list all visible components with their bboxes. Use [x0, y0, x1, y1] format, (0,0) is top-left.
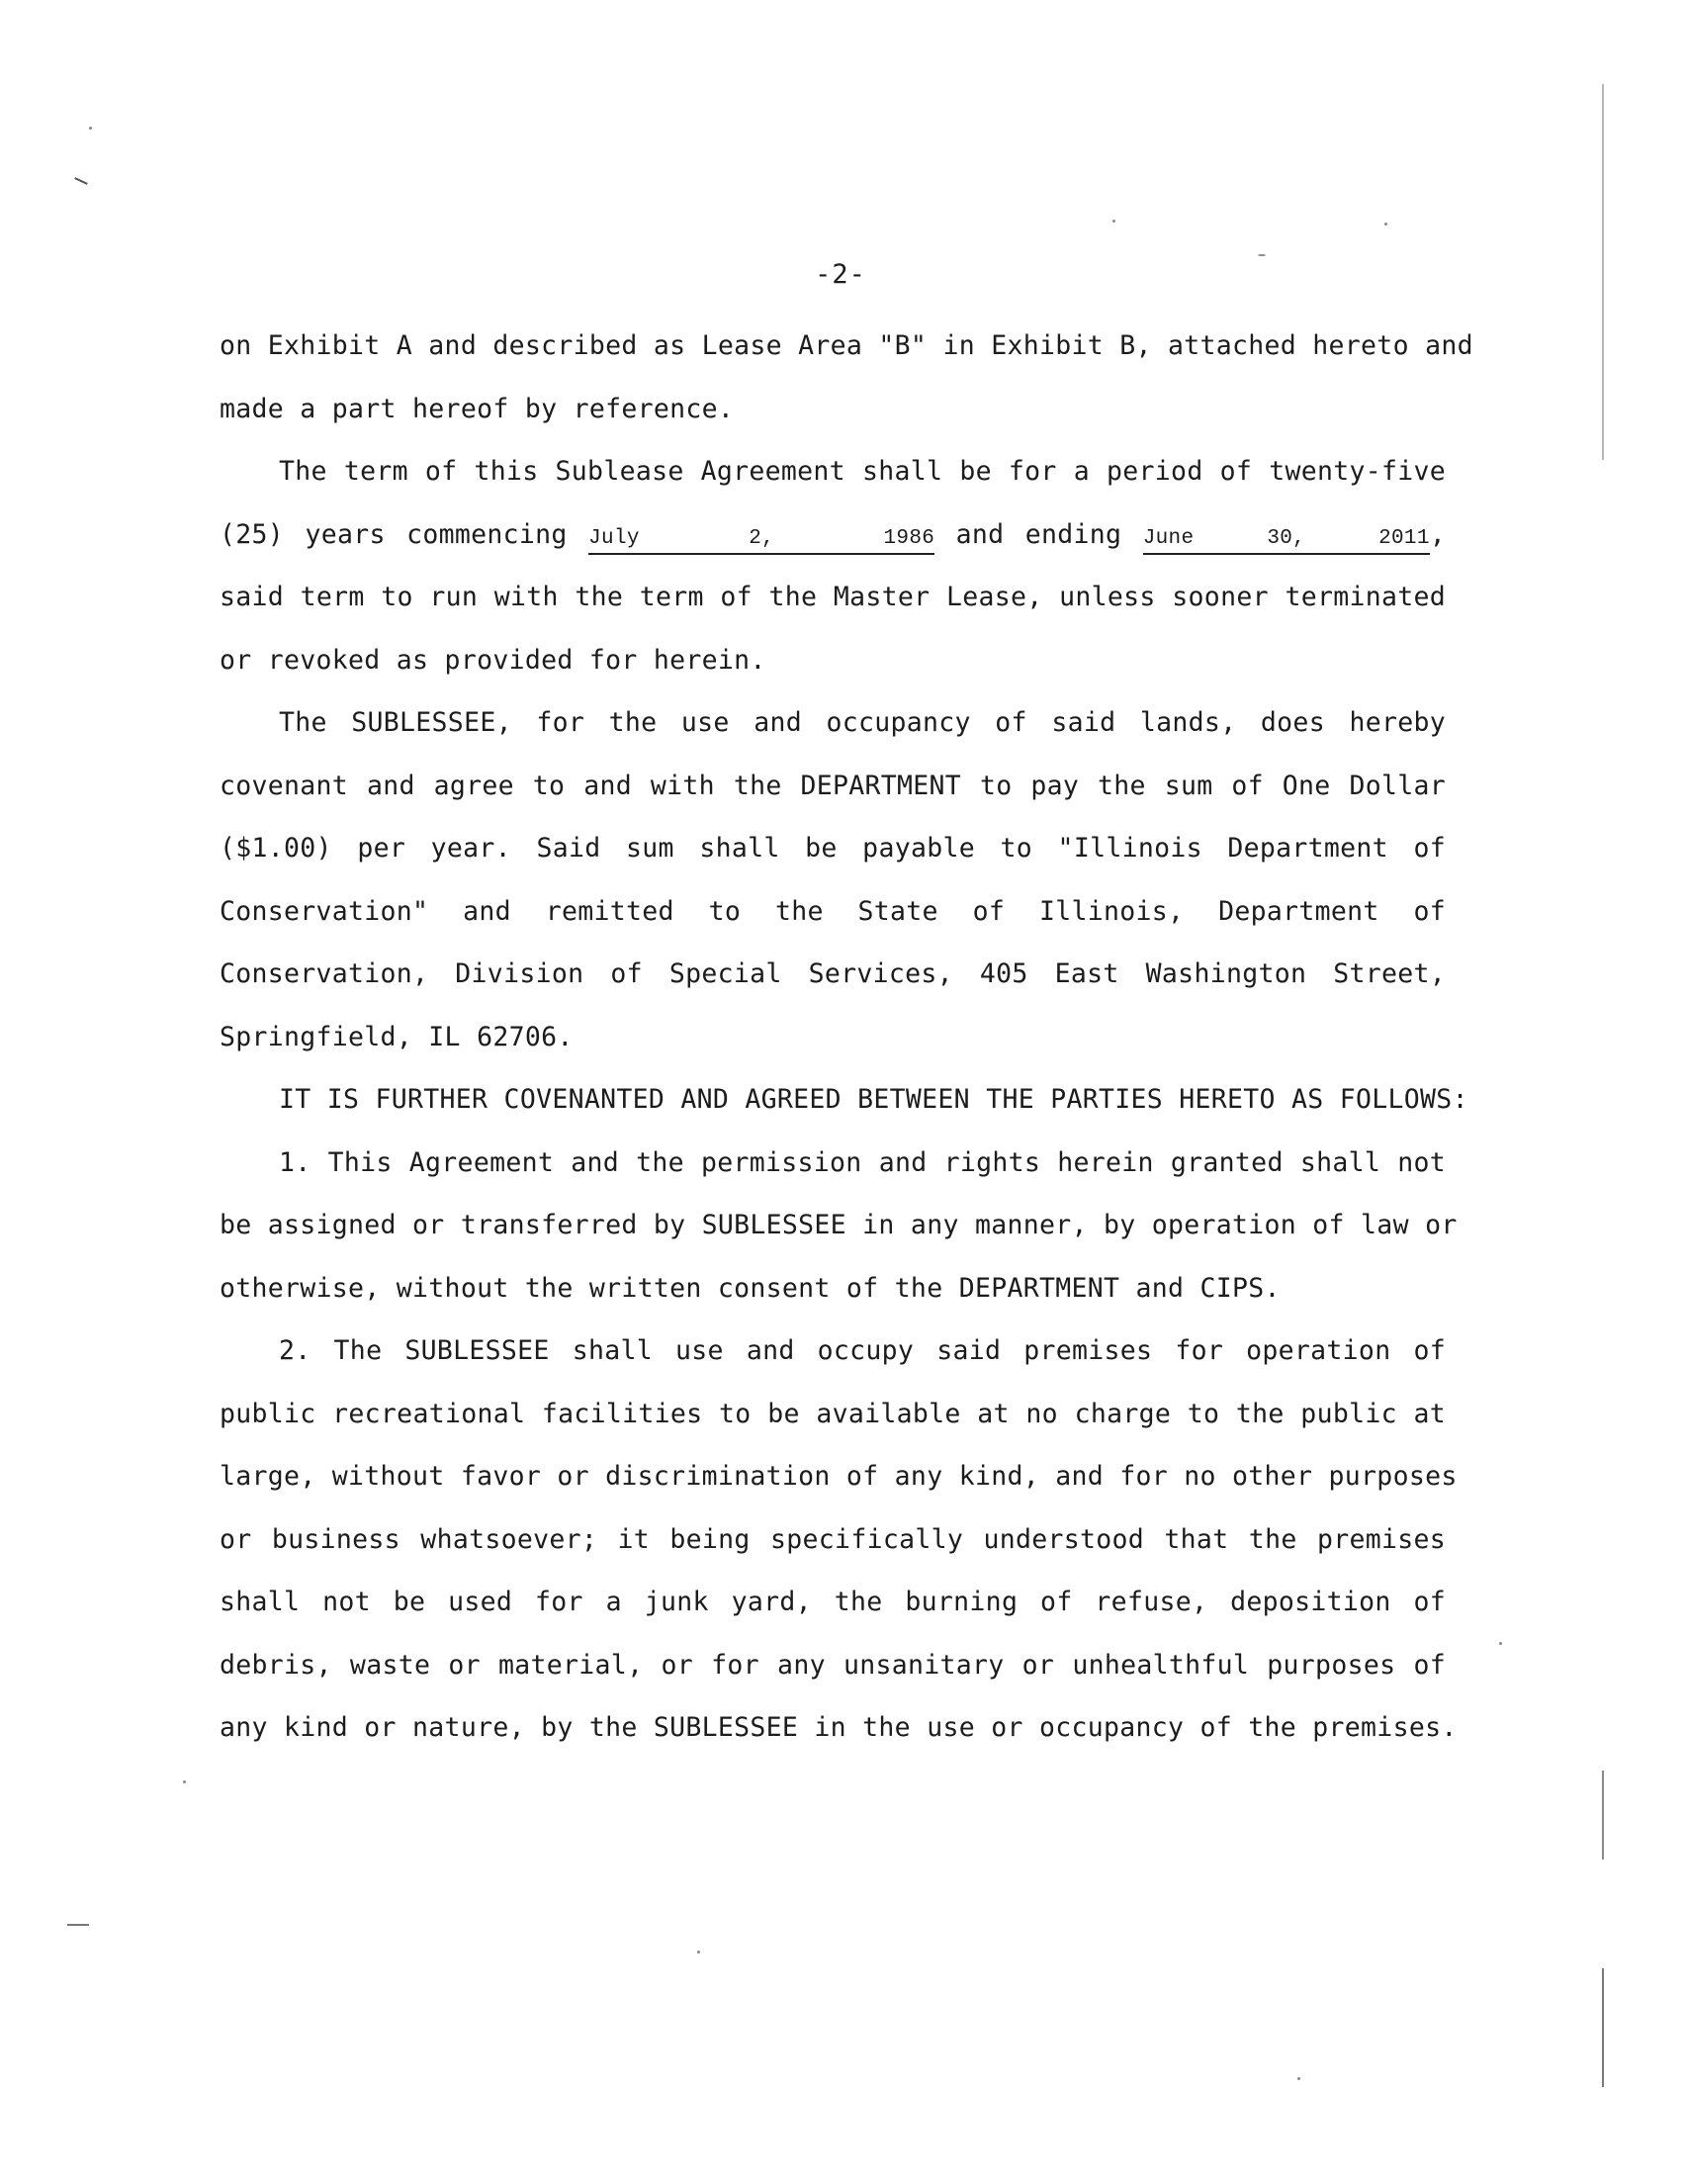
paragraph-covenant-heading — [220, 1068, 1468, 1132]
text-line: The SUBLESSEE, for the use and occupancy of said lands, does hereby — [279, 707, 1446, 738]
scan-speck — [697, 1951, 700, 1954]
scan-edge-mark — [1602, 1968, 1604, 2087]
document-body — [220, 315, 1473, 1760]
scan-speck — [183, 1780, 186, 1783]
text-line: be assigned or transferred by SUBLESSEE in any manner, by operation of law or — [220, 1210, 1458, 1240]
text-fragment: (25) years commencing — [220, 518, 568, 550]
scan-speck — [1258, 254, 1266, 256]
text-line: ($1.00) per year. Said sum shall be payable to "Illinois Department of — [220, 833, 1446, 864]
text-line: on Exhibit A and described as Lease Area "B" in Exhibit B, attached hereto and — [220, 330, 1473, 361]
scan-speck — [89, 127, 92, 130]
scan-speck — [1384, 223, 1387, 226]
text-line: large, without favor or discrimination of any kind, and for no other purposes — [220, 1461, 1458, 1492]
text-line: Conservation" and remitted to the State of Illinois, Department of — [220, 895, 1446, 927]
scan-edge-mark — [1602, 1771, 1604, 1860]
paragraph-payment — [220, 691, 1446, 1068]
text-line: covenant and agree to and with the DEPARTMENT to pay the sum of One Dollar — [220, 770, 1446, 801]
scan-speck — [1297, 2077, 1300, 2080]
text-line: debris, waste or material, or for any unsanitary or unhealthful purposes of — [220, 1649, 1446, 1681]
commencing-date-field: July 2, 1986 — [588, 525, 934, 555]
scan-edge-mark — [74, 177, 88, 185]
text-line: The term of this Sublease Agreement shall be for a period of twenty-five — [279, 456, 1446, 487]
paragraph-continuation — [220, 315, 1473, 440]
paragraph-term — [220, 440, 1446, 691]
text-line: made a part hereof by reference. — [220, 393, 735, 424]
clause-2 — [220, 1320, 1458, 1760]
scan-edge-mark — [1602, 84, 1604, 460]
text-line: or business whatsoever; it being specifically understood that the premises — [220, 1523, 1446, 1555]
text-line: shall not be used for a junk yard, the burning of refuse, deposition of — [220, 1587, 1446, 1617]
text-line: 1. This Agreement and the permission and rights herein granted shall not — [279, 1146, 1446, 1178]
text-line: or revoked as provided for herein. — [220, 644, 766, 676]
scan-edge-mark — [67, 1924, 89, 1926]
scan-speck — [1499, 1642, 1502, 1645]
text-fragment: and ending — [955, 518, 1122, 550]
text-line: said term to run with the term of the Master Lease, unless sooner terminated — [220, 582, 1446, 612]
scan-speck — [1112, 220, 1115, 223]
text-line: any kind or nature, by the SUBLESSEE in the use or occupancy of the premises. — [220, 1712, 1458, 1743]
text-line: otherwise, without the written consent of the DEPARTMENT and CIPS. — [220, 1272, 1281, 1304]
ending-date-field: June 30, 2011 — [1143, 525, 1430, 555]
text-line: IT IS FURTHER COVENANTED AND AGREED BETWEEN THE PARTIES HERETO AS FOLLOWS: — [279, 1084, 1468, 1115]
page-number: -2- — [815, 259, 866, 290]
text-fragment: , — [1429, 518, 1446, 550]
text-line: Springfield, IL 62706. — [220, 1021, 574, 1052]
text-line: 2. The SUBLESSEE shall use and occupy said premises for operation of — [279, 1335, 1446, 1366]
text-line: Conservation, Division of Special Services, 405 East Washington Street, — [220, 958, 1446, 989]
text-line-dates — [220, 503, 1446, 567]
text-line: public recreational facilities to be available at no charge to the public at — [220, 1398, 1446, 1429]
clause-1 — [220, 1132, 1458, 1320]
